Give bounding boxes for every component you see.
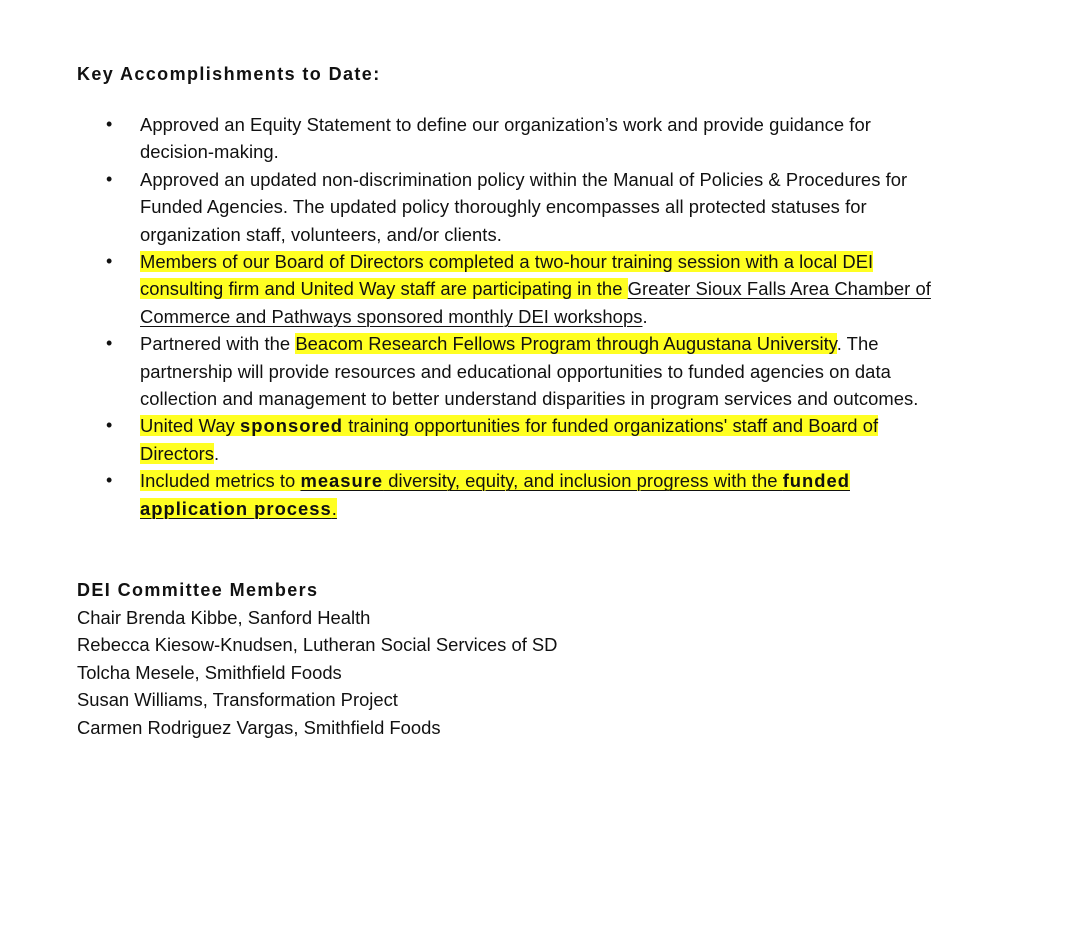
bold-text: sponsored (240, 415, 344, 437)
committee-member: Tolcha Mesele, Smithfield Foods (77, 661, 342, 683)
bullet-icon: • (106, 251, 113, 272)
highlighted-text: Beacom Research Fellows Program through Augustana University (295, 333, 837, 355)
plain-text: Partnered with the (140, 333, 296, 355)
item-text-line: collection and management to better understand disparities in program services and outcomes. (140, 388, 919, 410)
committee-member: Carmen Rodriguez Vargas, Smithfield Foods (77, 716, 441, 738)
item-text-line: Funded Agencies. The updated policy thoroughly encompasses all protected statuses for (140, 196, 867, 218)
committee-member: Chair Brenda Kibbe, Sanford Health (77, 607, 371, 628)
item-text-line: organization staff, volunteers, and/or clients. (140, 223, 502, 245)
list-item (77, 330, 1017, 412)
list-item (77, 166, 1017, 248)
bullet-icon: • (106, 333, 113, 354)
item-text-line (140, 275, 1017, 302)
committee-member: Rebecca Kiesow-Knudsen, Lutheran Social Services of SD (77, 634, 558, 656)
item-text-line (140, 248, 1017, 275)
bold-text: application process (140, 497, 332, 519)
underlined-text (300, 470, 850, 491)
period: . (331, 497, 337, 519)
accomplishments-heading: Key Accomplishments to Date: (77, 64, 381, 84)
item-text-line (140, 440, 1017, 467)
plain-text: training opportunities for funded organizations' staff and Board of (343, 415, 879, 437)
highlighted-text: Directors (140, 442, 215, 464)
bold-text: funded (782, 470, 850, 492)
item-text-line (140, 303, 1017, 330)
plain-text: Included metrics to (140, 470, 301, 492)
item-text-line (140, 467, 1017, 494)
highlighted-text: consulting firm and United Way staff are participating in the (140, 278, 628, 300)
item-text-line (140, 412, 1017, 439)
plain-text: United Way (140, 415, 241, 437)
bullet-icon: • (106, 168, 113, 189)
chamber-workshops-link[interactable]: Greater Sioux Falls Area Chamber of (627, 278, 931, 300)
highlighted-text (140, 470, 850, 491)
plain-text: . The (836, 333, 879, 355)
list-item (77, 248, 1017, 330)
highlighted-text (140, 498, 337, 519)
item-text-line: decision-making. (140, 141, 279, 163)
accomplishments-list (77, 111, 1017, 522)
highlighted-text: Members of our Board of Directors completed a two-hour training session with a local DEI (140, 251, 874, 273)
committee-members-list (77, 604, 557, 741)
period: . (214, 442, 220, 464)
item-text-line: Approved an Equity Statement to define our organization’s work and provide guidance for (140, 114, 871, 135)
list-item (77, 111, 1017, 166)
list-item (77, 412, 1017, 467)
bullet-icon: • (106, 415, 113, 436)
chamber-workshops-link[interactable]: Commerce and Pathways sponsored monthly DEI workshops (140, 305, 643, 327)
bullet-icon: • (106, 114, 113, 134)
list-item (77, 467, 1017, 522)
bullet-icon: • (106, 470, 113, 491)
committee-member: Susan Williams, Transformation Project (77, 689, 398, 711)
plain-text: diversity, equity, and inclusion progress with the (383, 470, 783, 492)
committee-heading: DEI Committee Members (77, 580, 319, 600)
highlighted-text (140, 415, 878, 436)
item-text-line (140, 495, 1017, 522)
item-text-line: Approved an updated non-discrimination policy within the Manual of Policies & Procedures for (140, 168, 908, 190)
period: . (642, 305, 648, 327)
item-text-line: partnership will provide resources and educational opportunities to funded agencies on data (140, 360, 891, 382)
item-text-line (140, 330, 1017, 357)
bold-text: measure (300, 470, 384, 492)
